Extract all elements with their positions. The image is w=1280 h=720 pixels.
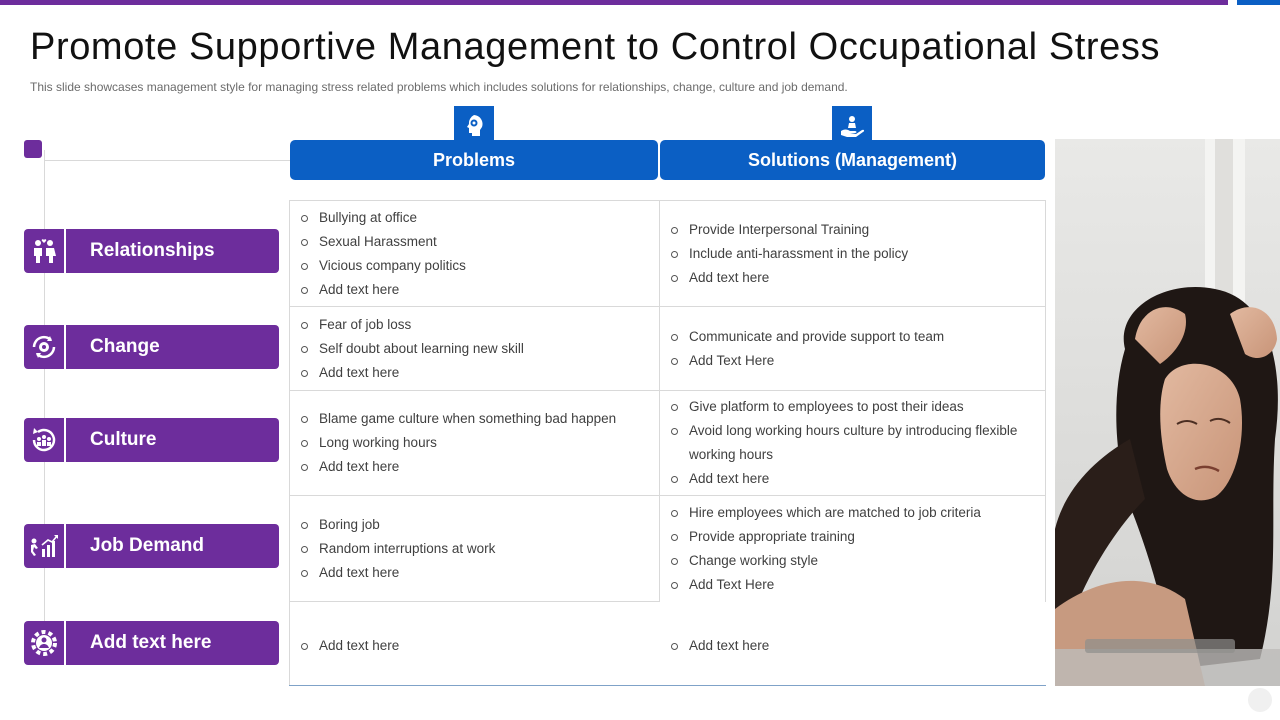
category-label: Relationships [90, 240, 215, 261]
problems-cell-add-text [290, 606, 658, 686]
list-item: Add Text Here [670, 573, 1045, 597]
slide-title: Promote Supportive Management to Control Occupational Stress [30, 26, 1161, 68]
problems-cell-change [290, 307, 658, 390]
category-culture [24, 418, 279, 462]
solutions-header: Solutions (Management) [660, 140, 1045, 180]
corner-dot [1248, 688, 1272, 712]
growth-runner-icon [24, 524, 66, 568]
stressed-woman-photo [1055, 139, 1280, 686]
problems-cell-relationships [290, 201, 658, 306]
solutions-cell-job-demand [660, 496, 1045, 601]
list-item: Provide Interpersonal Training [670, 218, 1045, 242]
list-item: Add text here [300, 361, 658, 385]
solutions-cell-culture [660, 391, 1030, 495]
list-item: Give platform to employees to post their ideas [670, 395, 1030, 419]
category-label: Change [90, 336, 160, 357]
list-item: Communicate and provide support to team [670, 325, 1045, 349]
problems-header: Problems [290, 140, 658, 180]
list-item: Provide appropriate training [670, 525, 1045, 549]
category-relationships [24, 229, 279, 273]
couple-icon [24, 229, 66, 273]
solutions-cell-change [660, 307, 1045, 390]
team-cycle-icon [24, 418, 66, 462]
category-job-demand [24, 524, 279, 568]
list-item: Self doubt about learning new skill [300, 337, 658, 361]
list-item: Bullying at office [300, 206, 658, 230]
list-item: Sexual Harassment [300, 230, 658, 254]
category-change [24, 325, 279, 369]
timeline-connector [44, 160, 290, 161]
list-item: Add text here [300, 561, 658, 585]
list-item: Long working hours [300, 431, 658, 455]
solutions-cell-add-text [660, 606, 1045, 686]
top-accent-bar-blue [1237, 0, 1280, 5]
list-item: Add Text Here [670, 349, 1045, 373]
problems-cell-job-demand [290, 496, 658, 601]
list-item: Include anti-harassment in the policy [670, 242, 1045, 266]
list-item: Avoid long working hours culture by introducing flexible working hours [670, 419, 1030, 467]
list-item: Vicious company politics [300, 254, 658, 278]
person-gear-icon [24, 621, 66, 665]
category-add-text [24, 621, 279, 665]
list-item: Add text here [300, 455, 658, 479]
solutions-cell-relationships [660, 201, 1045, 306]
slide-subtitle: This slide showcases management style for managing stress related problems which includes solutions for relationships, change, culture and job demand. [30, 80, 848, 94]
top-accent-bar-purple [0, 0, 1228, 5]
list-item: Add text here [670, 266, 1045, 290]
list-item: Hire employees which are matched to job criteria [670, 501, 1045, 525]
category-label: Job Demand [90, 535, 205, 556]
list-item: Add text here [300, 634, 658, 658]
category-label: Culture [90, 429, 157, 450]
timeline-marker [24, 140, 42, 158]
list-item: Add text here [670, 634, 1045, 658]
refresh-gear-icon [24, 325, 66, 369]
list-item: Change working style [670, 549, 1045, 573]
list-item: Add text here [300, 278, 658, 302]
list-item: Fear of job loss [300, 313, 658, 337]
list-item: Random interruptions at work [300, 537, 658, 561]
list-item: Add text here [670, 467, 1030, 491]
category-label: Add text here [90, 632, 212, 653]
list-item: Blame game culture when something bad happen [300, 407, 658, 431]
row-divider [289, 601, 659, 602]
list-item: Boring job [300, 513, 658, 537]
problems-cell-culture [290, 391, 658, 495]
